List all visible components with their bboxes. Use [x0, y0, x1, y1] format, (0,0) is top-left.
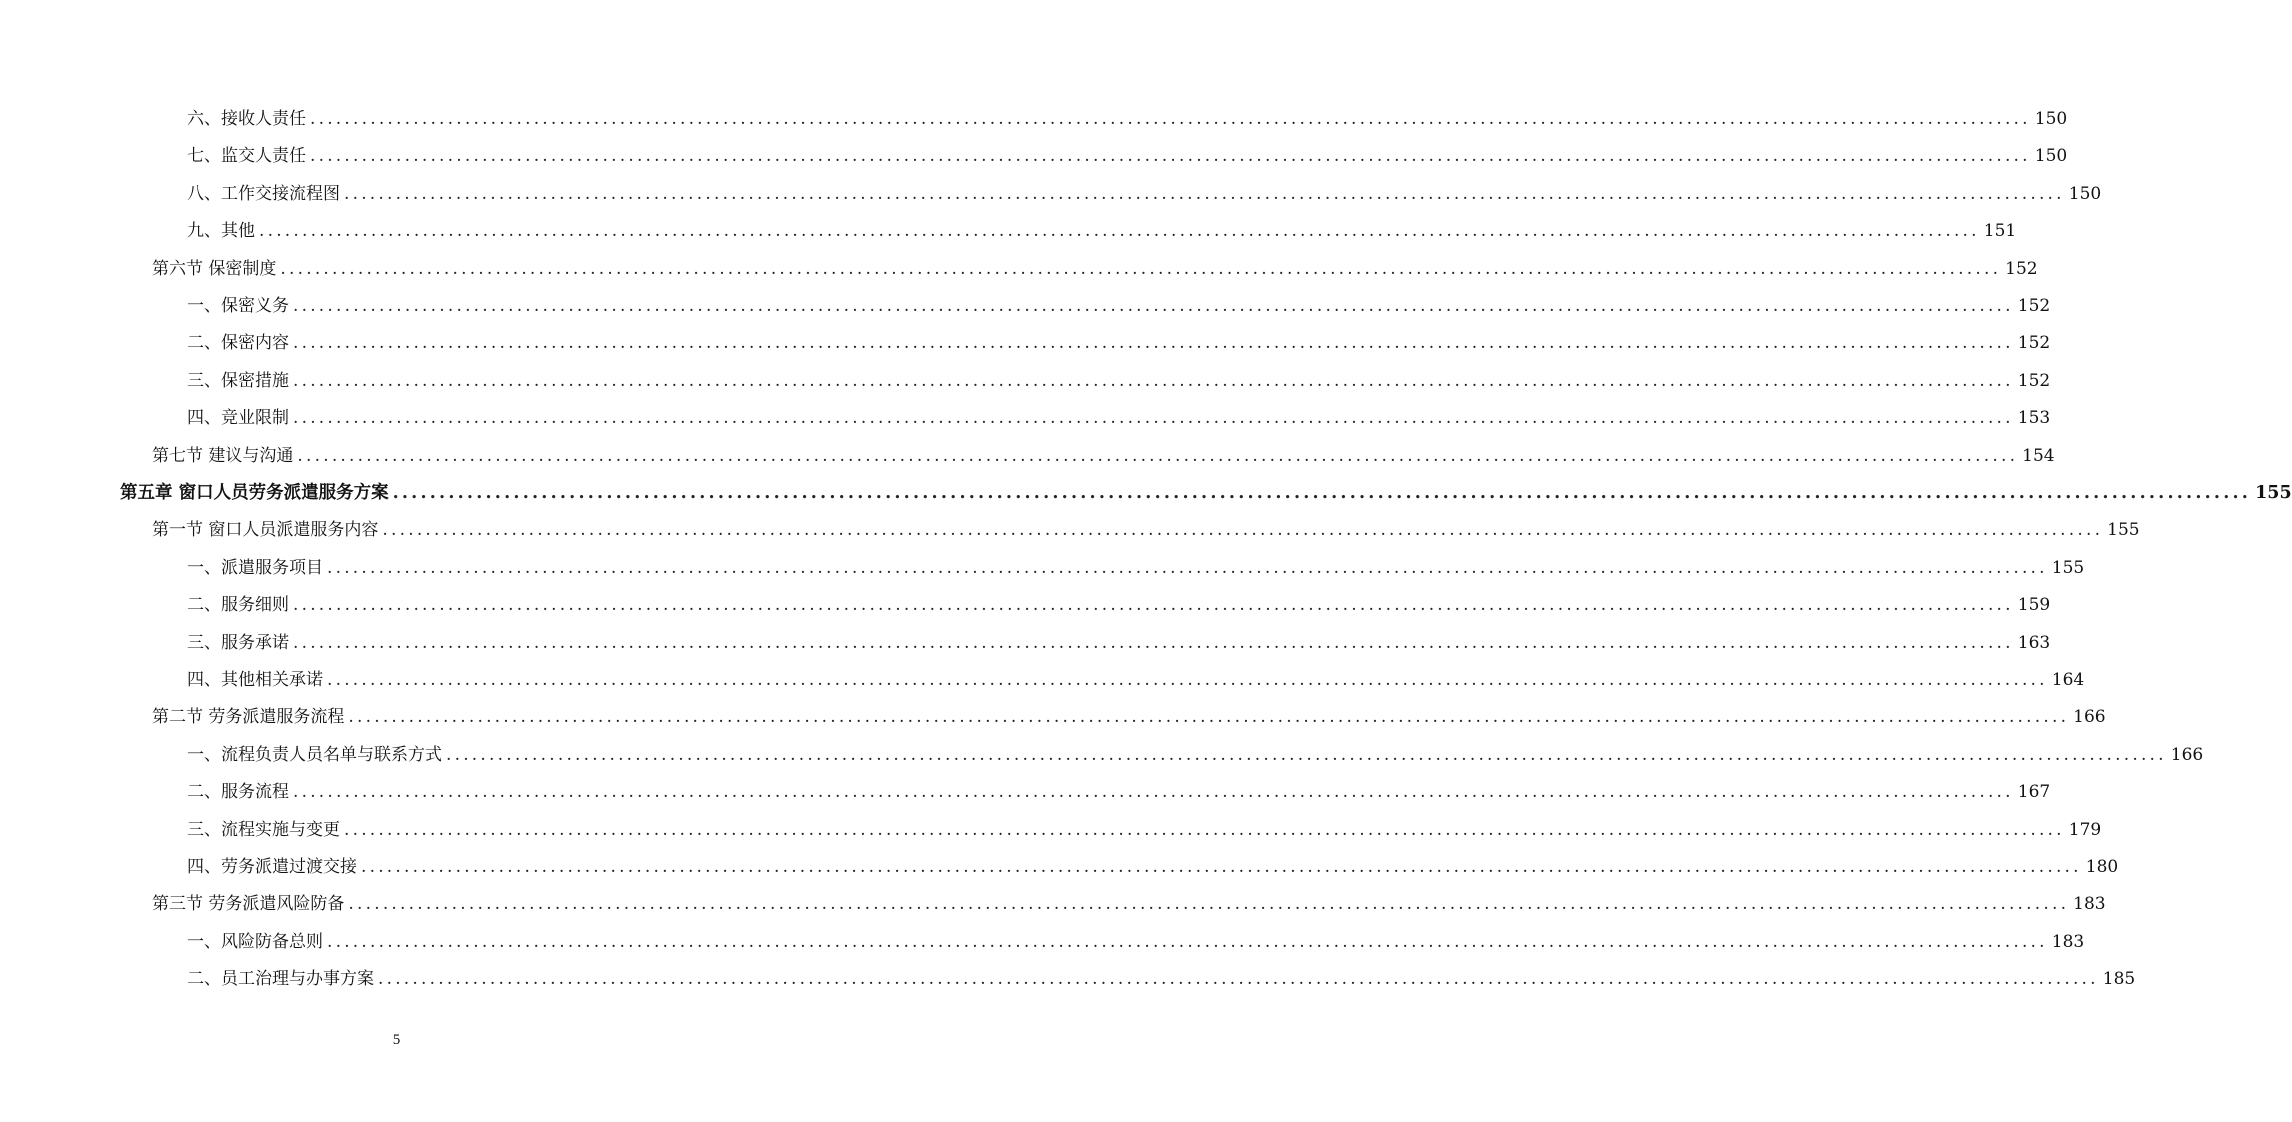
toc-entry-title: 六、接收人责任: [187, 109, 306, 129]
toc-entry-title: 第三节 劳务派遣风险防备: [152, 894, 345, 915]
toc-entry-page: 154: [2022, 445, 2055, 466]
dot-leader: ........................................................................................................................................................................................................: [310, 109, 2031, 129]
toc-entry-page: 163: [2017, 632, 2051, 653]
toc-entry[interactable]: [187, 742, 2204, 768]
toc-entry[interactable]: [187, 966, 2136, 992]
toc-entry-title: 四、劳务派遣过渡交接: [187, 857, 357, 877]
toc-entry[interactable]: [152, 443, 2055, 469]
dot-leader: ........................................................................................................................................................................................................: [361, 857, 2082, 877]
toc-entry-title: 三、流程实施与变更: [187, 819, 340, 840]
toc-entry-title: 四、竞业限制: [187, 408, 289, 429]
toc-entry-title: 一、风险防备总则: [187, 931, 323, 952]
toc-entry-page: 179: [2068, 819, 2102, 840]
toc-entry-page: 183: [2073, 894, 2106, 915]
dot-leader: ........................................................................................................................................................................................................: [348, 894, 2070, 915]
dot-leader: ........................................................................................................................................................................................................: [293, 408, 2014, 429]
toc-entry-page: 166: [2073, 707, 2106, 728]
toc-entry[interactable]: [187, 368, 2051, 394]
toc-entry-title: 第五章 窗口人员劳务派遣服务方案: [120, 483, 389, 503]
dot-leader: ........................................................................................................................................................................................................: [446, 744, 2167, 765]
dot-leader: ........................................................................................................................................................................................................: [293, 370, 2014, 391]
toc-entry-title: 第六节 保密制度: [152, 258, 277, 279]
dot-leader: ........................................................................................................................................................................................................: [327, 931, 2048, 952]
dot-leader: ........................................................................................................................................................................................................: [293, 333, 2014, 354]
dot-leader: ........................................................................................................................................................................................................: [297, 445, 2019, 466]
toc-entry-title: 七、监交人责任: [187, 146, 306, 167]
toc-entry-page: 150: [2068, 183, 2102, 204]
toc-entry[interactable]: [152, 517, 2140, 543]
toc-entry-title: 二、员工治理与办事方案: [187, 969, 374, 990]
dot-leader: ........................................................................................................................................................................................................: [348, 707, 2070, 728]
toc-entry-title: 第二节 劳务派遣服务流程: [152, 707, 345, 728]
toc-entry[interactable]: [187, 929, 2085, 955]
toc-entry-page: 167: [2017, 782, 2051, 803]
toc-entry-title: 一、流程负责人员名单与联系方式: [187, 744, 442, 765]
toc-entry-page: 166: [2170, 744, 2204, 765]
toc-entry[interactable]: [187, 143, 2068, 169]
toc-entry[interactable]: [187, 630, 2051, 656]
dot-leader: ........................................................................................................................................................................................................: [327, 557, 2048, 578]
dot-leader: ........................................................................................................................................................................................................: [378, 969, 2099, 990]
toc-entry-page: 183: [2051, 931, 2085, 952]
toc-entry-title: 二、服务流程: [187, 782, 289, 803]
toc-entry-page: 150: [2034, 146, 2068, 167]
dot-leader: ........................................................................................................................................................................................................: [259, 221, 1980, 242]
toc-entry-title: 一、保密义务: [187, 296, 289, 316]
dot-leader: ........................................................................................................................................................................................................: [382, 520, 2104, 541]
toc-entry-title: 九、其他: [187, 221, 255, 242]
toc-entry-page: 159: [2017, 595, 2051, 616]
toc-entry[interactable]: [187, 555, 2085, 581]
toc-entry-title: 三、服务承诺: [187, 632, 289, 653]
toc-entry[interactable]: [120, 480, 2292, 506]
toc-entry-title: 一、派遣服务项目: [187, 557, 323, 578]
toc-entry-title: 四、其他相关承诺: [187, 670, 323, 690]
toc-entry[interactable]: [187, 405, 2051, 431]
toc-entry[interactable]: [152, 256, 2038, 282]
page-number: 5: [392, 1032, 401, 1048]
dot-leader: ........................................................................................................................................................................................................: [293, 296, 2014, 316]
toc-entry-page: 152: [2017, 333, 2051, 354]
toc-entry[interactable]: [187, 667, 2085, 693]
dot-leader: ........................................................................................................................................................................................................: [344, 183, 2065, 204]
toc-entry[interactable]: [152, 704, 2106, 730]
toc-entry-page: 151: [1983, 221, 2017, 242]
toc-entry-title: 二、服务细则: [187, 595, 289, 616]
dot-leader: ........................................................................................................................................................................................................: [310, 146, 2031, 167]
toc-entry[interactable]: [187, 330, 2051, 356]
dot-leader: ........................................................................................................................................................................................................: [327, 670, 2048, 690]
toc-entry[interactable]: [187, 854, 2119, 880]
toc-entry[interactable]: [187, 218, 2017, 244]
dot-leader: ........................................................................................................................................................................................................: [392, 483, 2252, 503]
dot-leader: ........................................................................................................................................................................................................: [293, 632, 2014, 653]
dot-leader: ........................................................................................................................................................................................................: [293, 595, 2014, 616]
dot-leader: ........................................................................................................................................................................................................: [293, 782, 2014, 803]
toc-entry-page: 152: [2017, 370, 2051, 391]
dot-leader: ........................................................................................................................................................................................................: [280, 258, 2002, 279]
toc-entry-title: 二、保密内容: [187, 333, 289, 354]
toc-entry-page: 153: [2017, 408, 2051, 429]
toc-entry[interactable]: [152, 891, 2106, 917]
toc-entry[interactable]: [187, 592, 2051, 618]
toc-entry-page: 152: [2017, 296, 2051, 316]
toc-entry[interactable]: [187, 181, 2102, 207]
toc-entry-page: 155: [2051, 557, 2085, 578]
toc-entry-page: 155: [2255, 483, 2292, 503]
toc-entry[interactable]: [187, 779, 2051, 805]
toc-entry-title: 第七节 建议与沟通: [152, 445, 294, 466]
toc-entry-title: 八、工作交接流程图: [187, 183, 340, 204]
toc-entry-page: 152: [2005, 258, 2038, 279]
toc-entry-page: 155: [2107, 520, 2140, 541]
toc-entry[interactable]: [187, 817, 2102, 843]
dot-leader: ........................................................................................................................................................................................................: [344, 819, 2065, 840]
toc-entry-title: 三、保密措施: [187, 370, 289, 391]
toc-entry[interactable]: [187, 293, 2051, 319]
toc-entry-page: 185: [2102, 969, 2136, 990]
toc-entry[interactable]: [187, 106, 2068, 132]
toc-entry-page: 164: [2051, 670, 2085, 690]
toc-entry-page: 150: [2034, 109, 2068, 129]
toc-entry-title: 第一节 窗口人员派遣服务内容: [152, 520, 379, 541]
toc-entry-page: 180: [2085, 857, 2119, 877]
